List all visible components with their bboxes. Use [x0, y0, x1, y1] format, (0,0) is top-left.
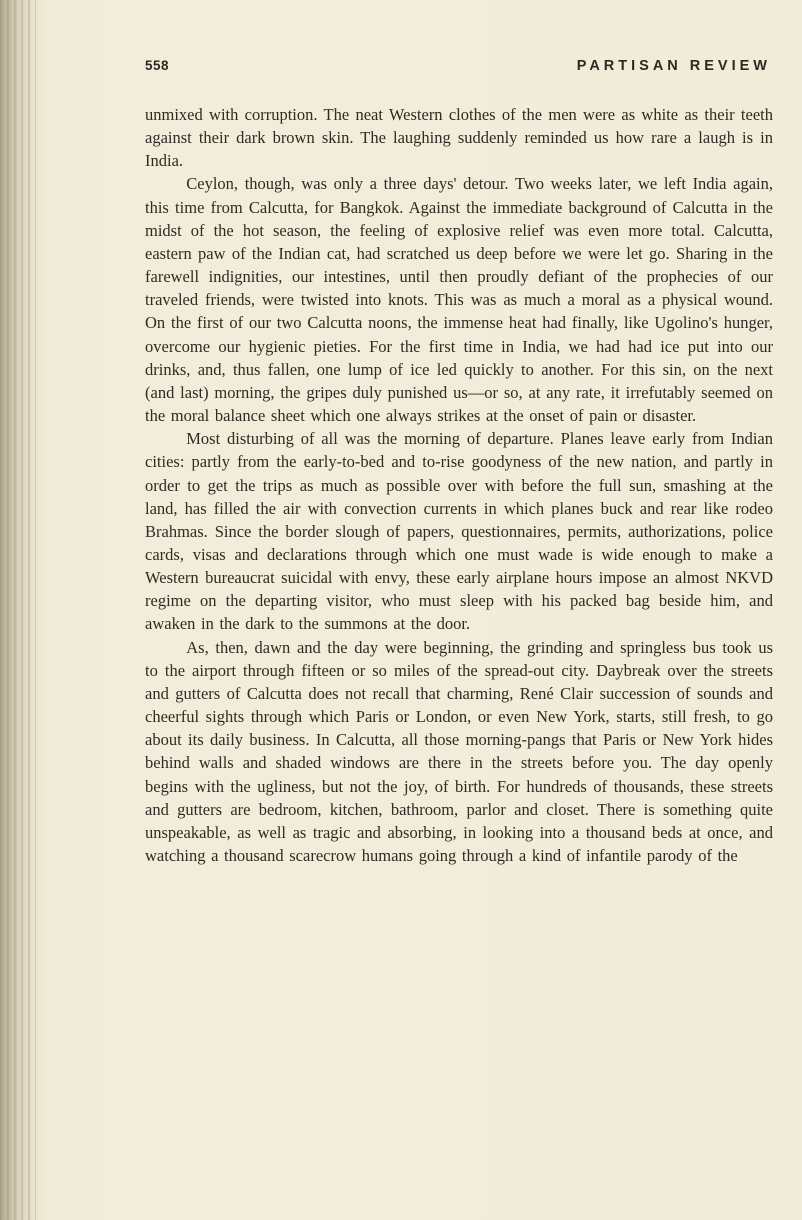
paragraph: As, then, dawn and the day were beginning, the grinding and springless bus took us to the airport through fifteen or so miles of the spread-out city. Daybreak over the streets and gutters of Calcutta does not recall that charming, René Clair succession of sounds and cheerful sights through which Paris or London, or even New York, starts, still fresh, to go about its daily business. In Calcutta, all those morning-pangs that Paris or New York hides behind walls and shaded windows are there in the streets before you. The day openly begins with the ugliness, but not the joy, of birth. For hundreds of thousands, these streets and gutters are bedroom, kitchen, bathroom, parlor and closet. There is something quite unspeakable, as well as tragic and absorbing, in looking into a thousand beds at once, and watching a thousand scarecrow humans going through a kind of infantile parody of the: [145, 637, 773, 865]
paragraph: Most disturbing of all was the morning of departure. Planes leave early from Indian cities: partly from the early-to-bed and to-rise goodyness of the new nation, and partly in order to get the trips as much as possible over with before the full sun, smashing at the land, has filled the air with convection currents in which planes buck and rear like rodeo Brahmas. Since the border slough of papers, questionnaires, permits, authorizations, police cards, visas and declarations through which one must wade is wide enough to make a Western bureaucrat suicidal with envy, these early airplane hours impose an almost NKVD regime on the departing visitor, who must sleep with his packed bag beside him, and awaken in the dark to the summons at the door.: [145, 429, 773, 634]
paragraph: unmixed with corruption. The neat Western clothes of the men were as white as their teeth against their dark brown skin. The laughing suddenly reminded us how rare a laugh is in India.: [145, 105, 773, 171]
page-number: 558: [145, 58, 170, 73]
paragraph: Ceylon, though, was only a three days' detour. Two weeks later, we left India again, this time from Calcutta, for Bangkok. Against the immediate background of Calcutta in the midst of the hot season, the feeling of explosive relief was even more total. Calcutta, eastern paw of the Indian cat, had scratched us deep before we were let go. Sharing in the farewell indignities, our intestines, until then proudly defiant of the prophecies of our traveled friends, were twisted into knots. This was as much a moral as a physical wound. On the first of our two Calcutta noons, the immense heat had finally, like Ugolino's hunger, overcome our hygienic pieties. For the first time in India, we had had ice put into our drinks, and, thus fallen, one lump of ice led quickly to another. For this sin, on the next (and last) morning, the gripes duly punished us—or so, at any rate, it irrefutably seemed on the moral balance sheet which one always strikes at the onset of pain or disaster.: [145, 174, 773, 426]
page-edge-shadow: [0, 0, 36, 1220]
journal-title: PARTISAN REVIEW: [576, 58, 771, 74]
page-header: [145, 58, 771, 74]
body-text: [145, 103, 773, 867]
